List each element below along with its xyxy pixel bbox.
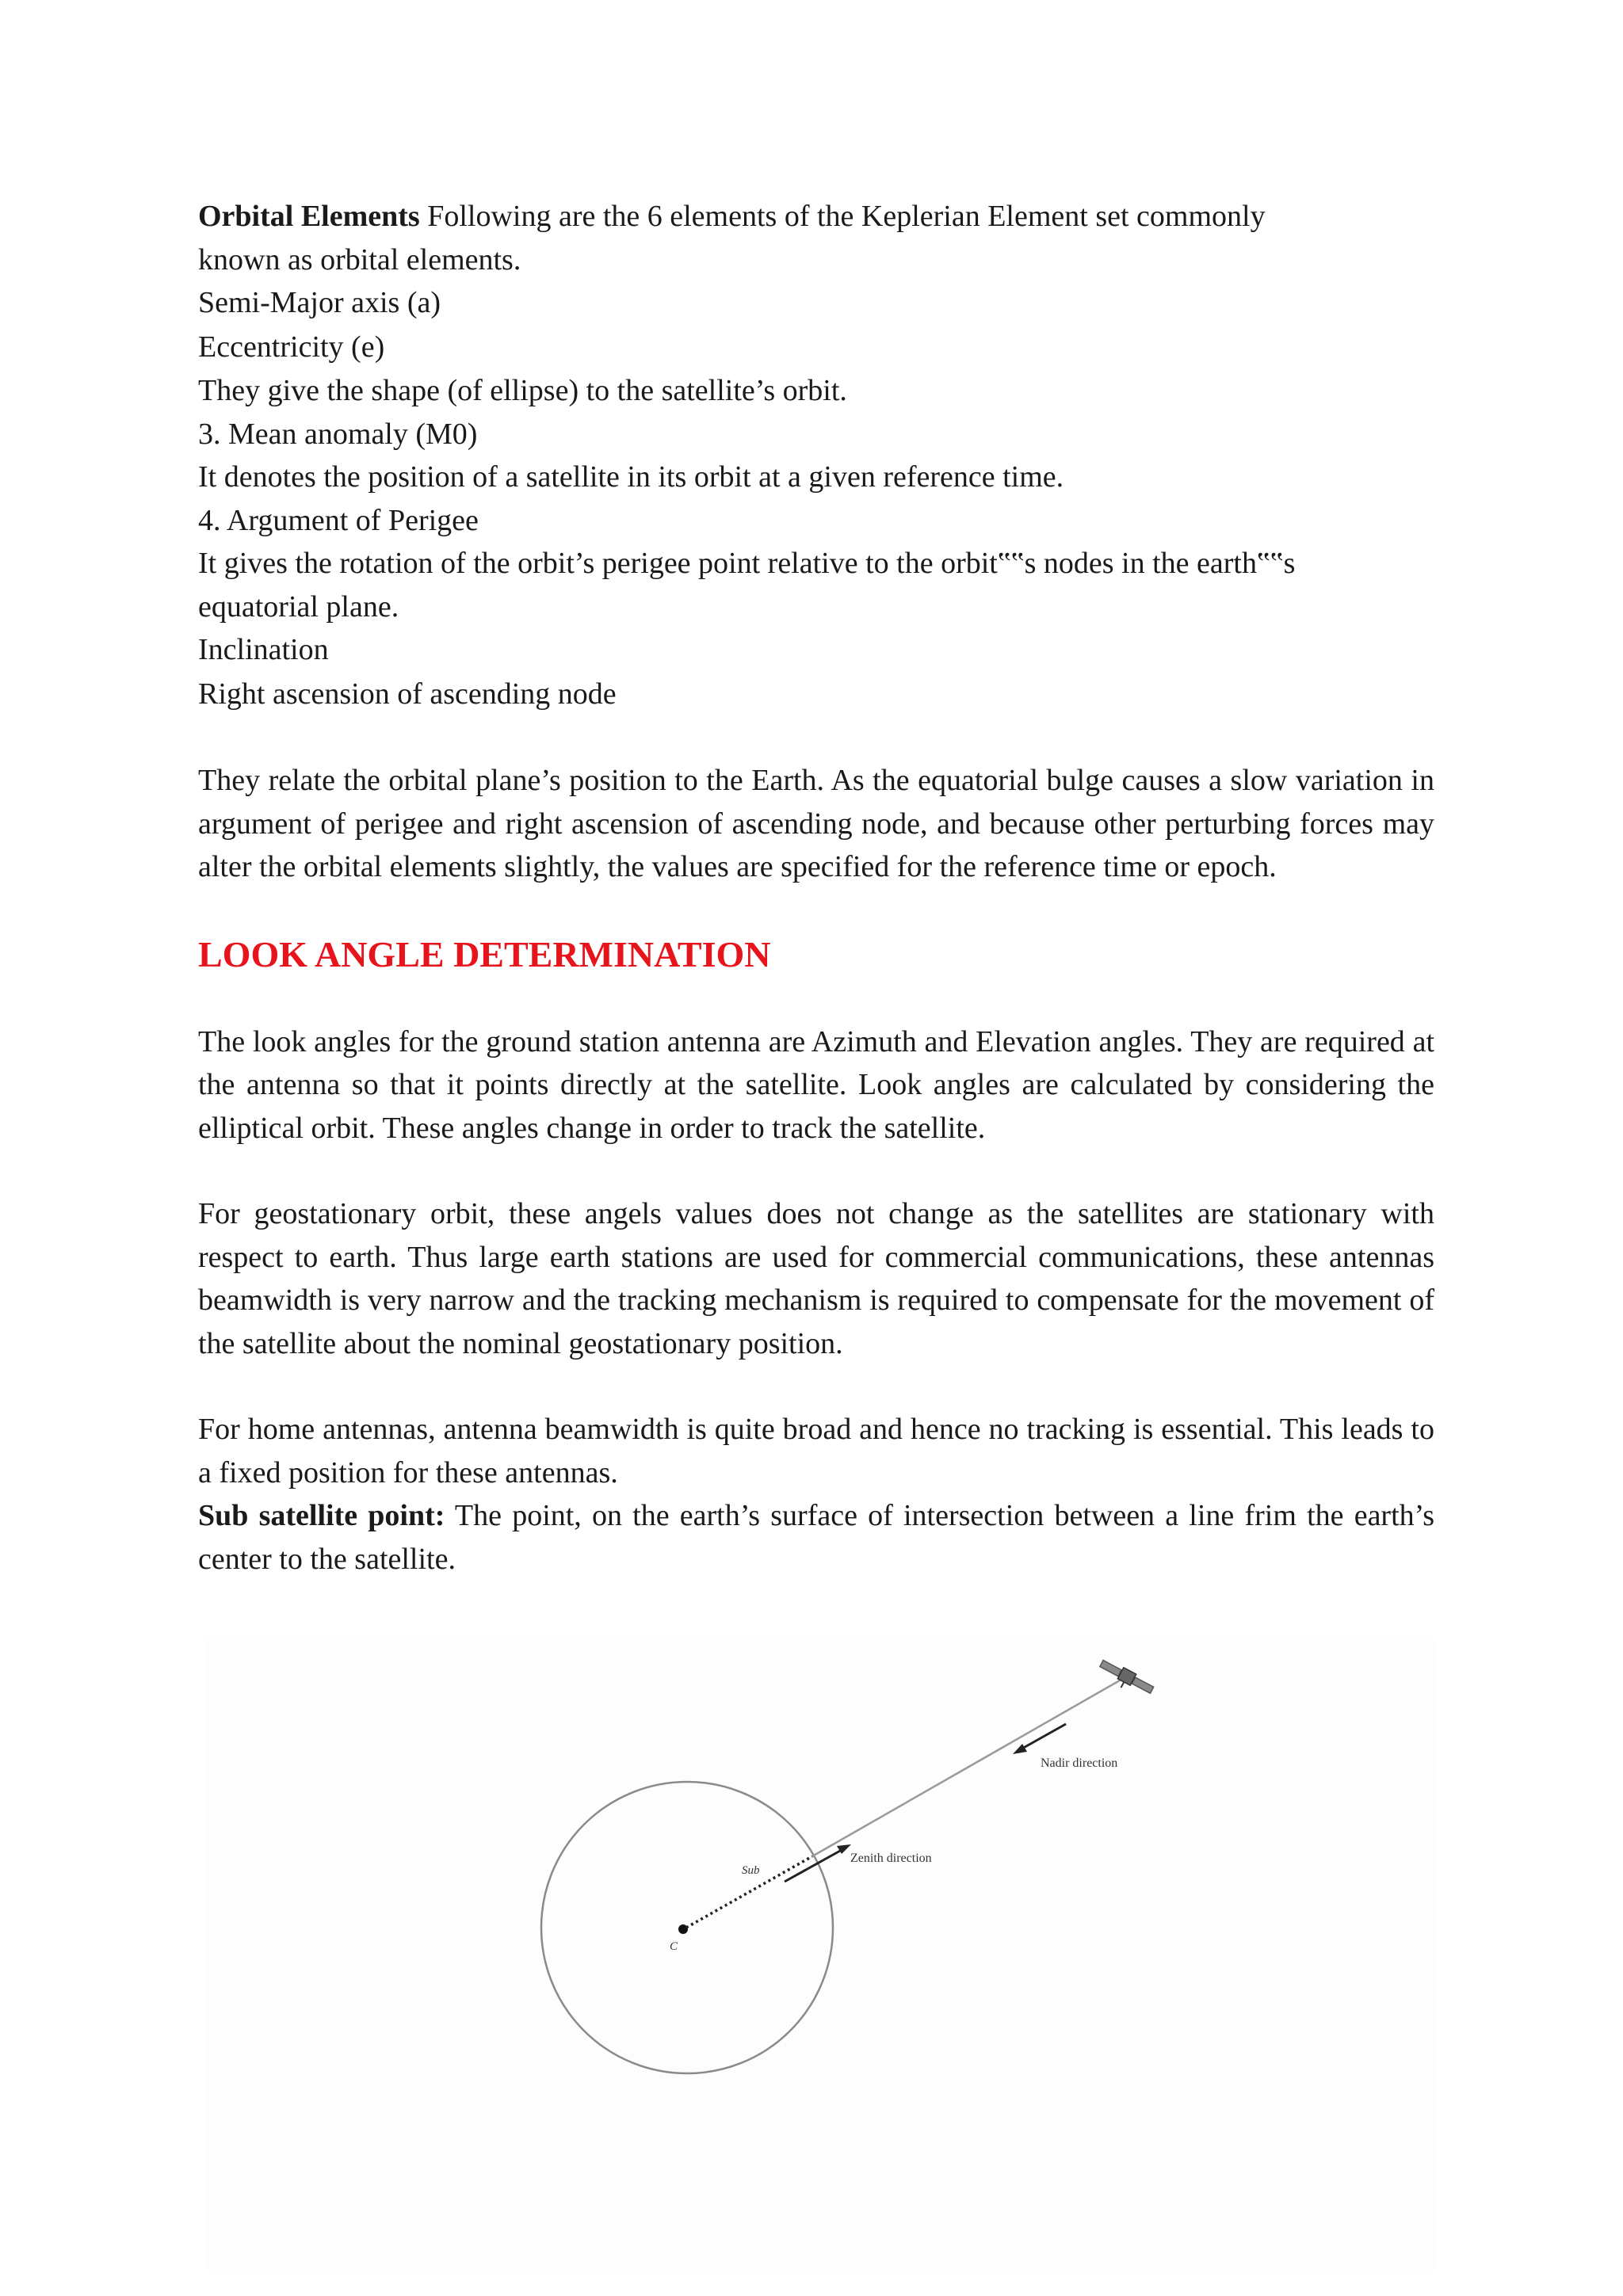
document-body <box>198 195 1434 1581</box>
element-item-eccentricity: Eccentricity (e) <box>198 330 385 364</box>
orbital-elements-intro-text: Following are the 6 elements of the Keplerian Element set commonly <box>419 200 1266 233</box>
look-angle-paragraph-3: For home antennas, antenna beamwidth is quite broad and hence no tracking is essential. This leads to a fixed position for these antennas. <box>198 1413 1434 1489</box>
orbital-plane-paragraph: They relate the orbital plane’s position to the Earth. As the equatorial bulge causes a slow variation in argument of perigee and right ascension of ascending node, and because other perturbing forces may alter the orbital elements slightly, the values are specified for the reference time or epoch. <box>198 764 1434 883</box>
orbital-elements-title: Orbital Elements <box>198 200 420 233</box>
element-item-semi-major-axis: Semi-Major axis (a) <box>198 286 441 319</box>
look-angle-paragraph-1: The look angles for the ground station antenna are Azimuth and Elevation angles. They are required at the antenna so that it points directly at the satellite. Look angles are calculated by considering the elliptical orbit. These angles change in order to track the satellite. <box>198 1024 1434 1145</box>
figure-background <box>204 1637 1434 2271</box>
element-item-inclination: Inclination <box>198 633 329 666</box>
sub-satellite-point-definition: The point, on the earth’s surface of intersection between a line frim the earth’s center to the satellite. <box>198 1499 1434 1576</box>
sub-point-label: Sub <box>742 1864 760 1877</box>
look-angle-paragraph-2: For geostationary orbit, these angels values does not change as the satellites are stationary with respect to earth. Thus large earth stations are used for commercial communications, these antennas beamwidth is very narrow and the tracking mechanism is required to compensate for the movement of the satellite about the nominal geostationary position. <box>198 1197 1434 1360</box>
sub-satellite-point-paragraph <box>198 1494 1434 1581</box>
argument-of-perigee-description-line2: equatorial plane. <box>198 589 399 624</box>
mean-anomaly-description: It denotes the position of a satellite in its orbit at a given reference time. <box>198 460 1064 494</box>
zenith-direction-label: Zenith direction <box>850 1852 932 1865</box>
element-item-right-ascension: Right ascension of ascending node <box>198 677 617 711</box>
element-item-mean-anomaly: 3. Mean anomaly (M0) <box>198 417 478 451</box>
sub-satellite-diagram <box>198 1637 1434 2271</box>
element-item-argument-of-perigee: 4. Argument of Perigee <box>198 503 479 537</box>
argument-of-perigee-description: It gives the rotation of the orbit’s perigee point relative to the orbit‟‟s nodes in the earth‟‟s <box>198 547 1296 580</box>
orbital-elements-intro-line2: known as orbital elements. <box>198 242 521 277</box>
center-point-label: C <box>670 1940 678 1953</box>
nadir-direction-label: Nadir direction <box>1041 1756 1118 1770</box>
sub-satellite-point-term: Sub satellite point: <box>198 1499 445 1532</box>
section-heading-look-angle: LOOK ANGLE DETERMINATION <box>198 933 771 974</box>
orbital-elements-intro <box>198 195 1434 238</box>
shape-description: They give the shape (of ellipse) to the satellite’s orbit. <box>198 374 847 407</box>
earth-center-point <box>678 1924 688 1934</box>
sub-satellite-point-figure <box>198 1637 1434 2271</box>
